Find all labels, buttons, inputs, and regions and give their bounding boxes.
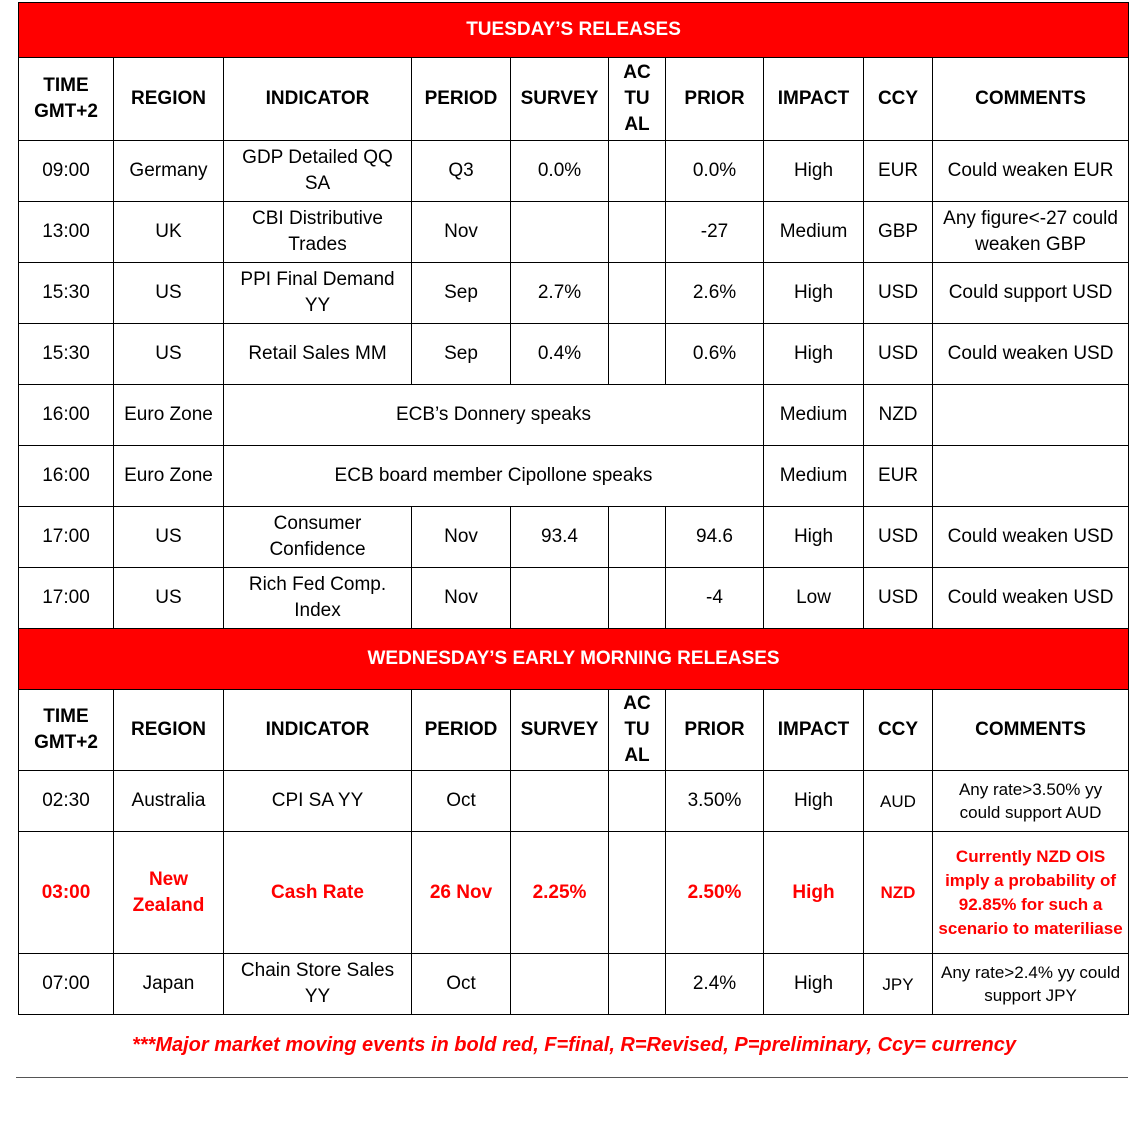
period-cell: Q3 bbox=[412, 141, 511, 202]
time-cell: 07:00 bbox=[19, 954, 114, 1015]
header-ccy: CCY bbox=[864, 58, 933, 141]
header-period: PERIOD bbox=[412, 690, 511, 771]
indicator-cell: Chain Store Sales YY bbox=[224, 954, 412, 1015]
table-row bbox=[19, 202, 1129, 263]
tuesday-title: TUESDAY’S RELEASES bbox=[19, 3, 1129, 58]
region-cell: US bbox=[114, 263, 224, 324]
time-cell: 03:00 bbox=[19, 832, 114, 954]
prior-cell: 2.4% bbox=[666, 954, 764, 1015]
wednesday-header-row bbox=[19, 690, 1129, 771]
event-cell: ECB board member Cipollone speaks bbox=[224, 446, 764, 507]
wednesday-banner bbox=[19, 629, 1129, 690]
table-row bbox=[19, 446, 1129, 507]
region-cell: Germany bbox=[114, 141, 224, 202]
survey-cell: 0.0% bbox=[511, 141, 609, 202]
indicator-cell: GDP Detailed QQ SA bbox=[224, 141, 412, 202]
header-region: REGION bbox=[114, 58, 224, 141]
ccy-cell: EUR bbox=[864, 446, 933, 507]
table-row bbox=[19, 568, 1129, 629]
period-cell: Sep bbox=[412, 324, 511, 385]
time-cell: 16:00 bbox=[19, 385, 114, 446]
wednesday-title: WEDNESDAY’S EARLY MORNING RELEASES bbox=[19, 629, 1129, 690]
impact-cell: High bbox=[764, 507, 864, 568]
indicator-cell: CBI Distributive Trades bbox=[224, 202, 412, 263]
header-indicator: INDICATOR bbox=[224, 58, 412, 141]
header-time: TIME GMT+2 bbox=[19, 58, 114, 141]
header-period: PERIOD bbox=[412, 58, 511, 141]
prior-cell: -27 bbox=[666, 202, 764, 263]
region-cell: US bbox=[114, 507, 224, 568]
ccy-cell: NZD bbox=[864, 832, 933, 954]
divider bbox=[16, 1077, 1128, 1078]
comment-cell: Any rate>3.50% yy could support AUD bbox=[933, 771, 1129, 832]
indicator-cell: Consumer Confidence bbox=[224, 507, 412, 568]
header-region: REGION bbox=[114, 690, 224, 771]
comment-cell: Could weaken USD bbox=[933, 324, 1129, 385]
region-cell: Japan bbox=[114, 954, 224, 1015]
ccy-cell: GBP bbox=[864, 202, 933, 263]
survey-cell bbox=[511, 954, 609, 1015]
period-cell: 26 Nov bbox=[412, 832, 511, 954]
prior-cell: 2.6% bbox=[666, 263, 764, 324]
time-cell: 13:00 bbox=[19, 202, 114, 263]
actual-cell bbox=[609, 832, 666, 954]
prior-cell: 94.6 bbox=[666, 507, 764, 568]
time-cell: 09:00 bbox=[19, 141, 114, 202]
prior-cell: 0.0% bbox=[666, 141, 764, 202]
header-survey: SURVEY bbox=[511, 690, 609, 771]
period-cell: Sep bbox=[412, 263, 511, 324]
actual-cell bbox=[609, 954, 666, 1015]
survey-cell bbox=[511, 202, 609, 263]
comment-cell: Could support USD bbox=[933, 263, 1129, 324]
region-cell: UK bbox=[114, 202, 224, 263]
comment-cell: Could weaken USD bbox=[933, 507, 1129, 568]
ccy-cell: USD bbox=[864, 568, 933, 629]
impact-cell: High bbox=[764, 832, 864, 954]
period-cell: Nov bbox=[412, 568, 511, 629]
header-impact: IMPACT bbox=[764, 690, 864, 771]
prior-cell: 0.6% bbox=[666, 324, 764, 385]
ccy-cell: USD bbox=[864, 507, 933, 568]
impact-cell: High bbox=[764, 141, 864, 202]
ccy-cell: JPY bbox=[864, 954, 933, 1015]
actual-cell bbox=[609, 507, 666, 568]
region-cell: New Zealand bbox=[114, 832, 224, 954]
releases-calendar bbox=[18, 2, 1128, 1015]
comment-cell bbox=[933, 385, 1129, 446]
table-row bbox=[19, 771, 1129, 832]
header-impact: IMPACT bbox=[764, 58, 864, 141]
ccy-cell: USD bbox=[864, 263, 933, 324]
region-cell: US bbox=[114, 324, 224, 385]
impact-cell: High bbox=[764, 324, 864, 385]
survey-cell: 0.4% bbox=[511, 324, 609, 385]
ccy-cell: EUR bbox=[864, 141, 933, 202]
region-cell: Euro Zone bbox=[114, 385, 224, 446]
period-cell: Nov bbox=[412, 202, 511, 263]
impact-cell: High bbox=[764, 954, 864, 1015]
table-row bbox=[19, 263, 1129, 324]
impact-cell: Medium bbox=[764, 202, 864, 263]
impact-cell: Medium bbox=[764, 385, 864, 446]
table-row bbox=[19, 385, 1129, 446]
table-row bbox=[19, 141, 1129, 202]
region-cell: Euro Zone bbox=[114, 446, 224, 507]
survey-cell bbox=[511, 771, 609, 832]
actual-cell bbox=[609, 771, 666, 832]
header-prior: PRIOR bbox=[666, 690, 764, 771]
indicator-cell: Retail Sales MM bbox=[224, 324, 412, 385]
header-prior: PRIOR bbox=[666, 58, 764, 141]
survey-cell bbox=[511, 568, 609, 629]
comment-cell: Could weaken USD bbox=[933, 568, 1129, 629]
time-cell: 17:00 bbox=[19, 507, 114, 568]
prior-cell: 3.50% bbox=[666, 771, 764, 832]
header-survey: SURVEY bbox=[511, 58, 609, 141]
indicator-cell: CPI SA YY bbox=[224, 771, 412, 832]
survey-cell: 2.7% bbox=[511, 263, 609, 324]
impact-cell: Low bbox=[764, 568, 864, 629]
indicator-cell: Rich Fed Comp. Index bbox=[224, 568, 412, 629]
comment-cell: Currently NZD OIS imply a probability of 92.85% for such a scenario to materiliase bbox=[933, 832, 1129, 954]
table-row bbox=[19, 507, 1129, 568]
actual-cell bbox=[609, 141, 666, 202]
tuesday-banner bbox=[19, 3, 1129, 58]
releases-table bbox=[18, 2, 1129, 1015]
prior-cell: 2.50% bbox=[666, 832, 764, 954]
period-cell: Oct bbox=[412, 771, 511, 832]
indicator-cell: Cash Rate bbox=[224, 832, 412, 954]
header-indicator: INDICATOR bbox=[224, 690, 412, 771]
header-actual: AC TU AL bbox=[609, 58, 666, 141]
time-cell: 02:30 bbox=[19, 771, 114, 832]
comment-cell bbox=[933, 446, 1129, 507]
time-cell: 15:30 bbox=[19, 324, 114, 385]
time-cell: 15:30 bbox=[19, 263, 114, 324]
event-cell: ECB’s Donnery speaks bbox=[224, 385, 764, 446]
survey-cell: 2.25% bbox=[511, 832, 609, 954]
header-actual: AC TU AL bbox=[609, 690, 666, 771]
table-row bbox=[19, 954, 1129, 1015]
impact-cell: High bbox=[764, 771, 864, 832]
impact-cell: Medium bbox=[764, 446, 864, 507]
ccy-cell: USD bbox=[864, 324, 933, 385]
comment-cell: Could weaken EUR bbox=[933, 141, 1129, 202]
header-time: TIME GMT+2 bbox=[19, 690, 114, 771]
header-ccy: CCY bbox=[864, 690, 933, 771]
table-row bbox=[19, 324, 1129, 385]
actual-cell bbox=[609, 324, 666, 385]
prior-cell: -4 bbox=[666, 568, 764, 629]
tuesday-header-row bbox=[19, 58, 1129, 141]
actual-cell bbox=[609, 202, 666, 263]
time-cell: 17:00 bbox=[19, 568, 114, 629]
major-event-row bbox=[19, 832, 1129, 954]
period-cell: Oct bbox=[412, 954, 511, 1015]
actual-cell bbox=[609, 263, 666, 324]
footer-note: ***Major market moving events in bold red, F=final, R=Revised, P=preliminary, Ccy= currency bbox=[131, 1034, 1017, 1056]
period-cell: Nov bbox=[412, 507, 511, 568]
ccy-cell: NZD bbox=[864, 385, 933, 446]
ccy-cell: AUD bbox=[864, 771, 933, 832]
indicator-cell: PPI Final Demand YY bbox=[224, 263, 412, 324]
actual-cell bbox=[609, 568, 666, 629]
region-cell: Australia bbox=[114, 771, 224, 832]
header-comments: COMMENTS bbox=[933, 58, 1129, 141]
comment-cell: Any rate>2.4% yy could support JPY bbox=[933, 954, 1129, 1015]
impact-cell: High bbox=[764, 263, 864, 324]
comment-cell: Any figure<-27 could weaken GBP bbox=[933, 202, 1129, 263]
header-comments: COMMENTS bbox=[933, 690, 1129, 771]
survey-cell: 93.4 bbox=[511, 507, 609, 568]
region-cell: US bbox=[114, 568, 224, 629]
time-cell: 16:00 bbox=[19, 446, 114, 507]
